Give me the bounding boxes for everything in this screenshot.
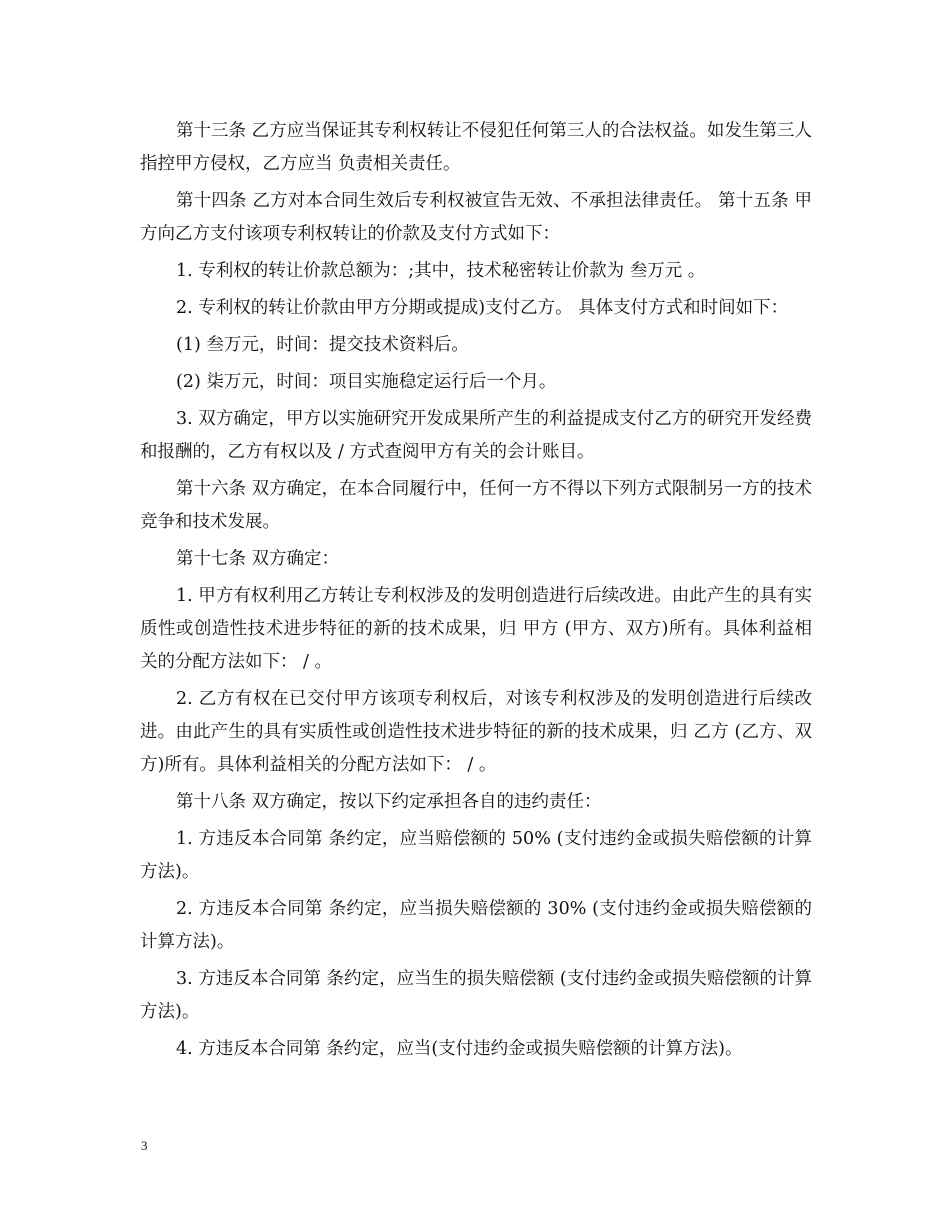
installment-1: (1) 叁万元，时间：提交技术资料后。	[176, 335, 469, 355]
clause-18-item-1: 1. 方违反本合同第 条约定，应当赔偿额的 50% (支付违约金或损失赔偿额的计算方法)。	[140, 829, 812, 882]
page-number: 3	[141, 1138, 148, 1153]
clause-14-15: 第十四条 乙方对本合同生效后专利权被宣告无效、不承担法律责任。 第十五条 甲方向乙方支付该项专利权转让的价款及支付方式如下：	[140, 191, 812, 244]
clause-13: 第十三条 乙方应当保证其专利权转让不侵犯任何第三人的合法权益。如发生第三人指控甲方侵权，乙方应当 负责相关责任。	[140, 121, 812, 174]
clause-18-heading: 第十八条 双方确定，按以下约定承担各自的违约责任：	[176, 792, 602, 812]
clause-18-item-2: 2. 方违反本合同第 条约定，应当损失赔偿额的 30% (支付违约金或损失赔偿额的计算方法)。	[140, 899, 812, 952]
clause-17-item-1: 1. 甲方有权利用乙方转让专利权涉及的发明创造进行后续改进。由此产生的具有实质性或创造性技术进步特征的新的技术成果，归 甲方 (甲方、双方)所有。具体利益相关的分配方法如下： / 。	[140, 586, 812, 672]
installment-2: (2) 柒万元，时间：项目实施稳定运行后一个月。	[176, 372, 557, 392]
payment-item-2: 2. 专利权的转让价款由甲方分期或提成)支付乙方。 具体支付方式和时间如下：	[176, 298, 789, 318]
clause-17-heading: 第十七条 双方确定：	[176, 549, 340, 569]
clause-18-item-3: 3. 方违反本合同第 条约定，应当生的损失赔偿额 (支付违约金或损失赔偿额的计算方法)。	[140, 969, 812, 1022]
clause-16: 第十六条 双方确定，在本合同履行中，任何一方不得以下列方式限制另一方的技术竞争和技术发展。	[140, 479, 812, 532]
payment-item-3: 3. 双方确定，甲方以实施研究开发成果所产生的利益提成支付乙方的研究开发经费和报酬的，乙方有权以及 / 方式查阅甲方有关的会计账目。	[140, 409, 812, 462]
payment-item-1: 1. 专利权的转让价款总额为：;其中，技术秘密转让价款为 叁万元 。	[176, 261, 706, 281]
document-body	[140, 115, 812, 1070]
clause-18-item-4: 4. 方违反本合同第 条约定，应当(支付违约金或损失赔偿额的计算方法)。	[176, 1039, 743, 1059]
clause-17-item-2: 2. 乙方有权在已交付甲方该项专利权后，对该专利权涉及的发明创造进行后续改进。由此产生的具有实质性或创造性技术进步特征的新的技术成果，归 乙方 (乙方、双方)所有。具体利益相关的分配方法如下： / 。	[140, 689, 812, 775]
